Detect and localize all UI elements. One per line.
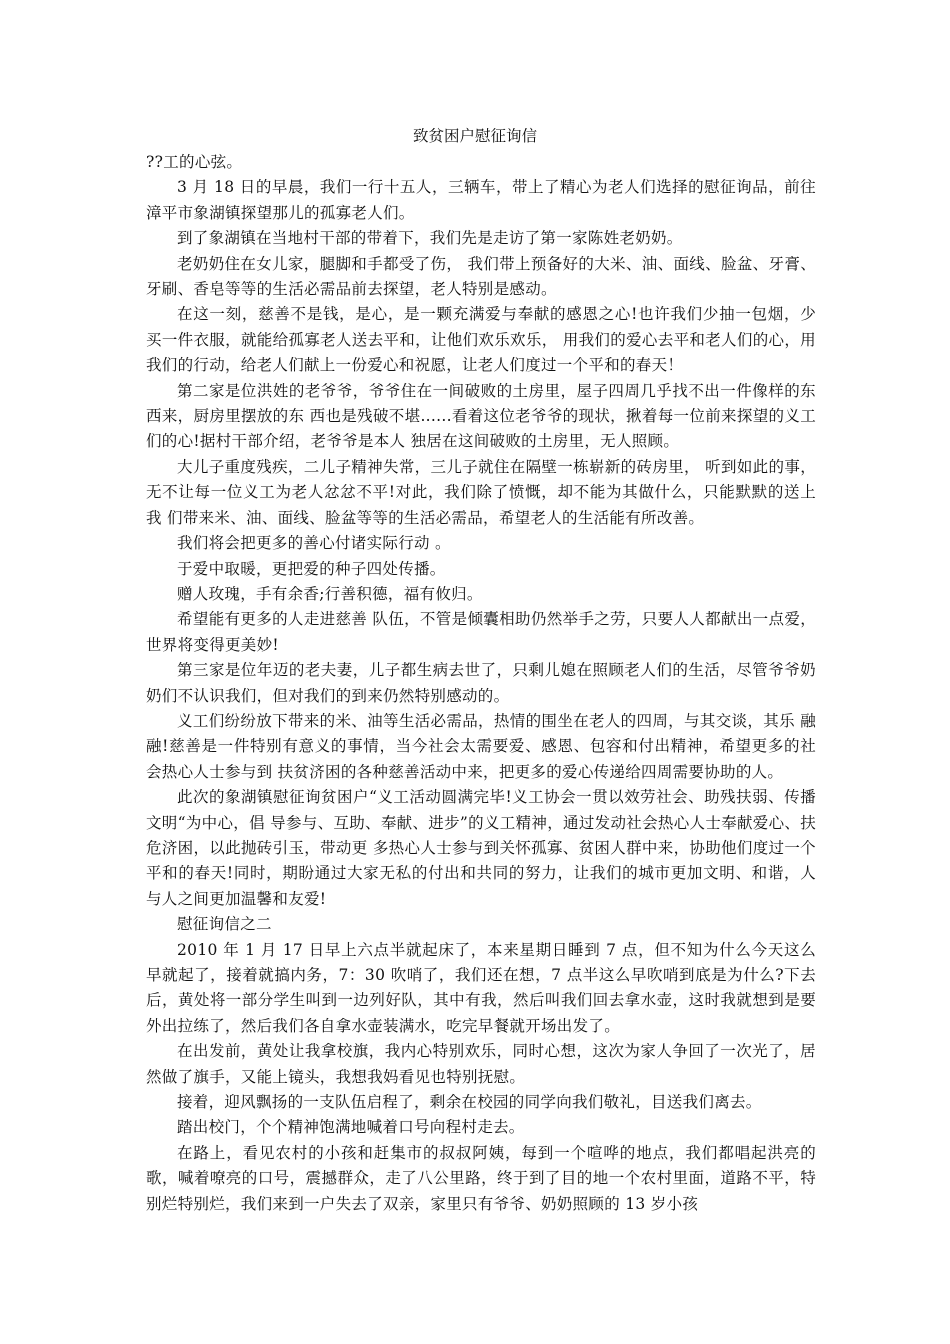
- document-title: 致贫困户慰征询信: [412, 127, 537, 145]
- paragraph: 3 月 18 日的早晨，我们一行十五人，三辆车，带上了精心为老人们选择的慰征询品，前往漳平市象湖镇探望那儿的孤寡老人们。: [146, 178, 816, 222]
- paragraph: 第二家是位洪姓的老爷爷，爷爷住在一间破败的土房里，屋子四周几乎找不出一件像样的东西来，厨房里摆放的东 西也是残破不堪......看着这位老爷爷的现状，揪着每一位前来探望的义工们的心!据村干部介绍，老爷爷是本人 独居在这间破败的土房里，无人照顾。: [146, 381, 816, 451]
- paragraph: 我们将会把更多的善心付诸实际行动 。: [177, 534, 451, 553]
- paragraph: 2010 年 1 月 17 日早上六点半就起床了，本来星期日睡到 7 点，但不知为什么今天这么早就起了，接着就搞内务，7：30 吹哨了，我们还在想，7 点半这么早吹哨到底是为什么?下去后，黄处将一部分学生叫到一边列好队，其中有我，然后叫我们回去拿水壶，这时我就想到是要外出拉练了，然后我们各自拿水壶装满水，吃完早餐就开场出发了。: [146, 940, 816, 1035]
- paragraph: 接着，迎风飘扬的一支队伍启程了，剩余在校园的同学向我们敬礼，目送我们离去。: [177, 1093, 762, 1112]
- paragraph: 希望能有更多的人走进慈善 队伍，不管是倾囊相助仍然举手之劳，只要人人都献出一点爱，世界将变得更美妙!: [146, 610, 816, 654]
- paragraph: 义工们纷纷放下带来的米、油等生活必需品，热情的围坐在老人的四周，与其交谈，其乐 融融!慈善是一件特别有意义的事情，当今社会太需要爱、感恩、包容和付出精神，希望更多的社会热心人士参与到 扶贫济困的各种慈善活动中来，把更多的爱心传递给四周需要协助的人。: [146, 711, 816, 781]
- section-heading: 慰征询信之二: [177, 915, 272, 934]
- paragraph: 在出发前，黄处让我拿校旗，我内心特别欢乐，同时心想，这次为家人争回了一次光了，居然做了旗手，又能上镜头，我想我妈看见也特别抚慰。: [146, 1042, 816, 1086]
- paragraph: 第三家是位年迈的老夫妻，儿子都生病去世了，只剩儿媳在照顾老人们的生活，尽管爷爷奶奶们不认识我们，但对我们的到来仍然特别感动的。: [146, 661, 816, 705]
- paragraph: 此次的象湖镇慰征询贫困户“义工活动圆满完毕!义工协会一贯以效劳社会、助残扶弱、传播文明“为中心，倡 导参与、互助、奉献、进步”的义工精神，通过发动社会热心人士奉献爱心、扶危济困，以此抛砖引玉，带动更 多热心人士参与到关怀孤寡、贫困人群中来，协助他们度过一个平和的春天!同时，期盼通过大家无私的付出和共同的努力，让我们的城市更加文明、和谐，人与人之间更加温馨和友爱!: [146, 788, 816, 908]
- paragraph: 赠人玫瑰，手有余香;行善积德，福有攸归。: [177, 584, 483, 603]
- paragraph: 到了象湖镇在当地村干部的带着下，我们先是走访了第一家陈姓老奶奶。: [177, 229, 683, 248]
- paragraph: 在这一刻，慈善不是钱，是心，是一颗充满爱与奉献的感恩之心!也许我们少抽一包烟，少 买一件衣服，就能给孤寡老人送去平和，让他们欢乐欢乐， 用我们的爱心去平和老人们的心，用我们的行动，给老人们献上一份爱心和祝愿，让老人们度过一个平和的春天！: [146, 305, 816, 375]
- paragraph: 踏出校门，个个精神饱满地喊着口号向程村走去。: [177, 1118, 525, 1137]
- paragraph: 于爱中取暖，更把爱的种子四处传播。: [177, 559, 446, 578]
- paragraph: 老奶奶住在女儿家，腿脚和手都受了伤， 我们带上预备好的大米、油、面线、脸盆、牙膏、牙刷、香皂等等的生活必需品前去探望，老人特别是感动。: [146, 254, 816, 299]
- paragraph: 在路上，看见农村的小孩和赶集市的叔叔阿姨，每到一个喧哗的地点，我们都唱起洪亮的歌，喊着嘹亮的口号，震撼群众，走了八公里路，终于到了目的地一个农村里面，道路不平，特别烂特别烂，我们来到一户失去了双亲，家里只有爷爷、奶奶照顾的 13 岁小孩: [146, 1143, 816, 1213]
- paragraph: 大儿子重度残疾，二儿子精神失常，三儿子就住在隔壁一栋崭新的砖房里， 听到如此的事，无不让每一位义工为老人忿忿不平!对此，我们除了愤慨，却不能为其做什么，只能默默的送上我 们带来米、油、面线、脸盆等等的生活必需品，希望老人的生活能有所改善。: [146, 457, 816, 527]
- document-body: [146, 150, 816, 1217]
- paragraph: ??工的心弦。: [146, 153, 243, 171]
